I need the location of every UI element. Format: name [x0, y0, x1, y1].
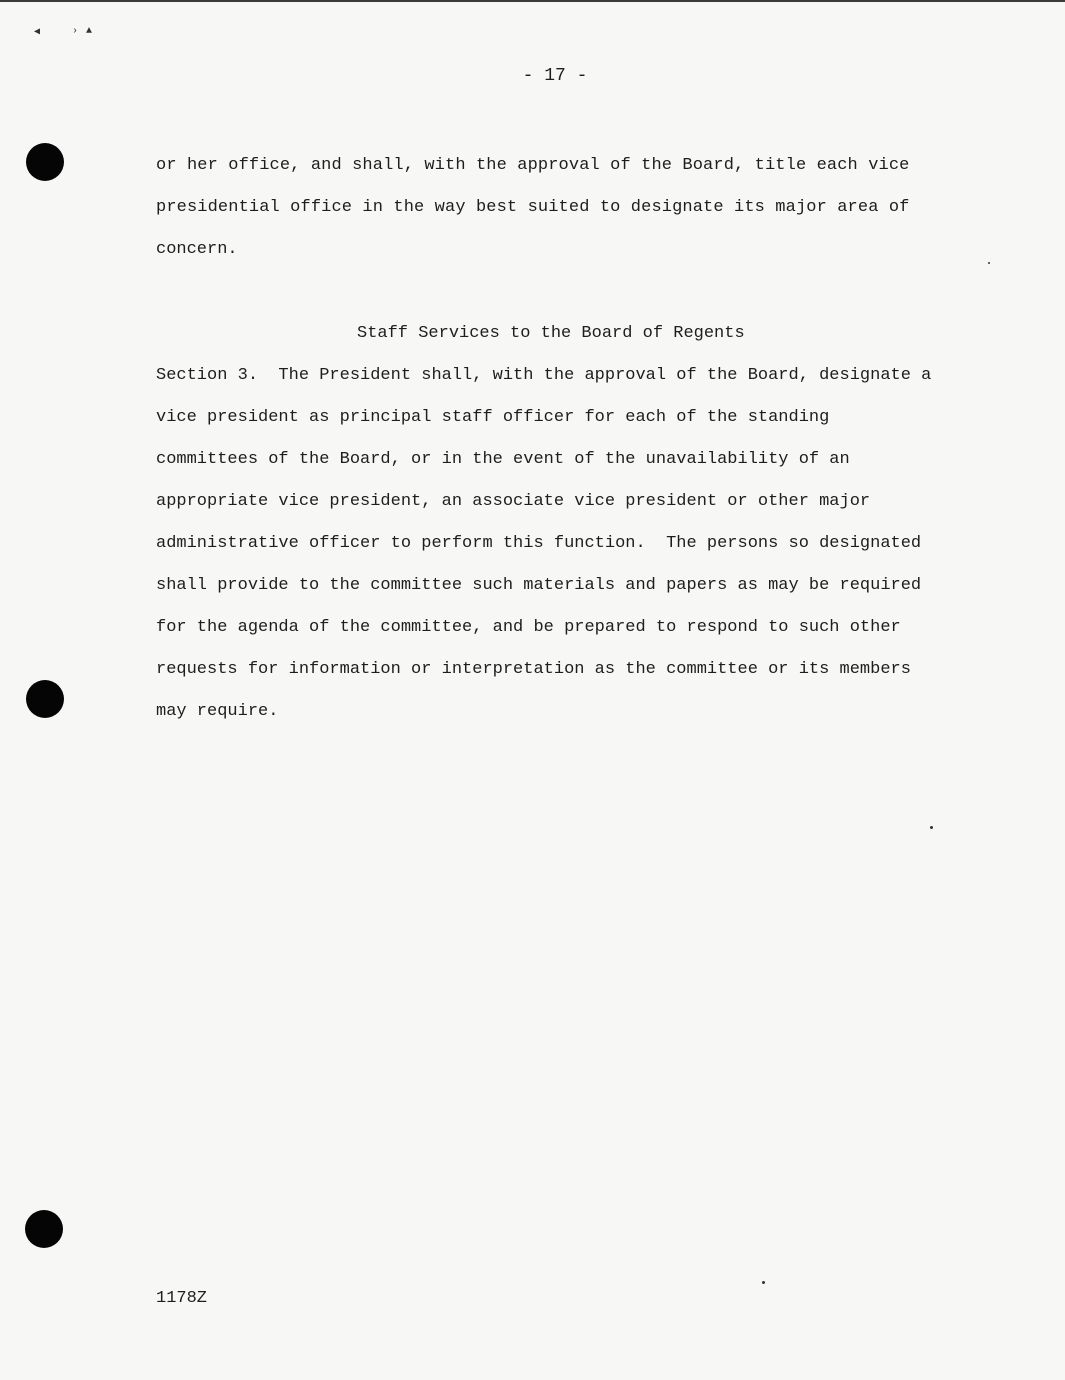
section-line: administrative officer to perform this function. The persons so designated [156, 534, 922, 553]
paragraph-line: concern. [156, 240, 238, 259]
section-heading: Staff Services to the Board of Regents [357, 324, 745, 343]
section-line: may require. [156, 702, 279, 721]
top-edge-rule [0, 0, 1065, 2]
scan-speck [988, 262, 990, 264]
document-code: 1178Z [156, 1289, 208, 1308]
section-line: for the agenda of the committee, and be prepared to respond to such other [156, 618, 901, 637]
section-line: appropriate vice president, an associate vice president or other major [156, 492, 871, 511]
paragraph-line: or her office, and shall, with the approval of the Board, title each vice [156, 156, 910, 175]
section-line: requests for information or interpretation as the committee or its members [156, 660, 911, 679]
binder-hole-bottom [25, 1210, 63, 1248]
page-number: - 17 - [522, 66, 588, 86]
document-page: ◀ › ▲ - 17 - or her office, and shall, with the approval of the Board, title each vice presidential office in the way best suited to designate its major area of concern. Staff Services to the Board of Regents Section 3. The President shall, with the approval of the Board, designate a vice president as principal staff officer for each of the standing committees of the Board, or in the event of the unavailability of an appropriate vice president, an associate vice president or other major administrative officer to perform this function. The persons so designated shall provide to the committee such materials and papers as may be required for the agenda of the committee, and be prepared to respond to such other requests for information or interpretation as the committee or its members may require. 1178Z [0, 0, 1065, 1380]
binder-hole-top [26, 143, 64, 181]
binder-hole-middle [26, 680, 64, 718]
paragraph-line: presidential office in the way best suited to designate its major area of [156, 198, 910, 217]
section-line: vice president as principal staff officer for each of the standing [156, 408, 830, 427]
scan-speck [762, 1281, 765, 1284]
section-line: Section 3. The President shall, with the approval of the Board, designate a [156, 366, 932, 385]
section-line: shall provide to the committee such materials and papers as may be required [156, 576, 922, 595]
scan-speck [930, 826, 933, 829]
section-line: committees of the Board, or in the event of the unavailability of an [156, 450, 850, 469]
